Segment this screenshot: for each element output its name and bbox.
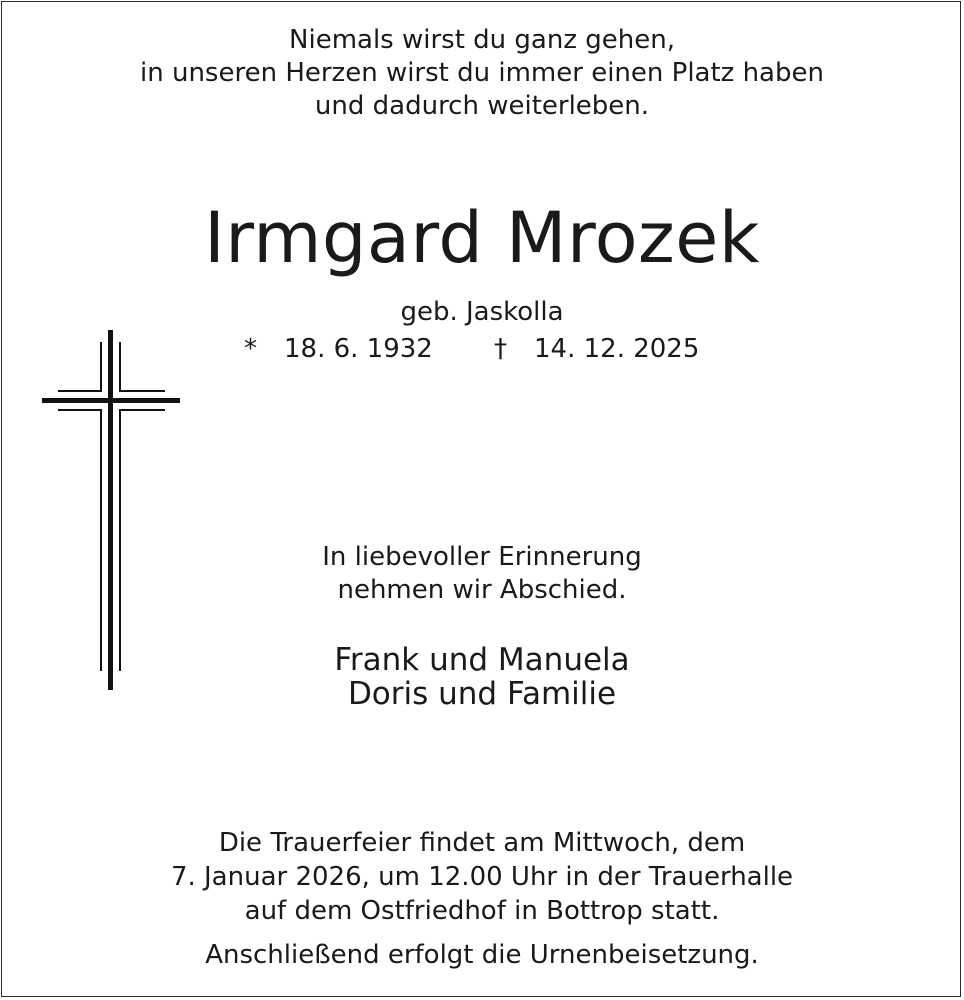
service-details [0,826,964,928]
deceased-name: Irmgard Mrozek [204,197,760,279]
cross-horizontal-beam [42,398,180,403]
cross-outline [100,342,102,392]
motto-line: in unseren Herzen wirst du immer einen Platz haben [140,58,824,88]
mourner-line: Frank und Manuela [334,642,630,678]
cross-vertical-beam [108,330,113,690]
service-line: auf dem Ostfriedhof in Bottrop statt. [244,896,720,926]
cross-icon [40,330,182,692]
burial-note: Anschließend erfolgt die Urnenbeisetzung. [205,940,759,970]
remembrance-line: nehmen wir Abschied. [337,575,627,605]
birth-symbol: * [244,334,257,364]
remembrance-line: In liebevoller Erinnerung [322,542,642,572]
maiden-name: geb. Jaskolla [400,297,564,327]
birth-date [244,333,433,365]
motto-line: und dadurch weiterleben. [314,91,650,121]
cross-outline [119,342,121,392]
cross-outline [58,390,102,392]
death-symbol: † [494,334,507,364]
service-line: 7. Januar 2026, um 12.00 Uhr in der Trauerhalle [170,862,794,892]
death-date [494,333,699,365]
death-date-value: 14. 12. 2025 [534,334,700,364]
service-line: Die Trauerfeier findet am Mittwoch, dem [218,828,746,858]
birth-date-value: 18. 6. 1932 [284,334,433,364]
cross-outline [100,409,102,671]
cross-outline [119,409,121,671]
remembrance-text [0,541,964,607]
motto [0,24,964,123]
mourners [0,643,964,711]
motto-line: Niemals wirst du ganz gehen, [289,25,675,55]
cross-outline [119,409,165,411]
cross-outline [58,409,102,411]
cross-outline [119,390,165,392]
mourner-line: Doris und Familie [347,676,617,712]
